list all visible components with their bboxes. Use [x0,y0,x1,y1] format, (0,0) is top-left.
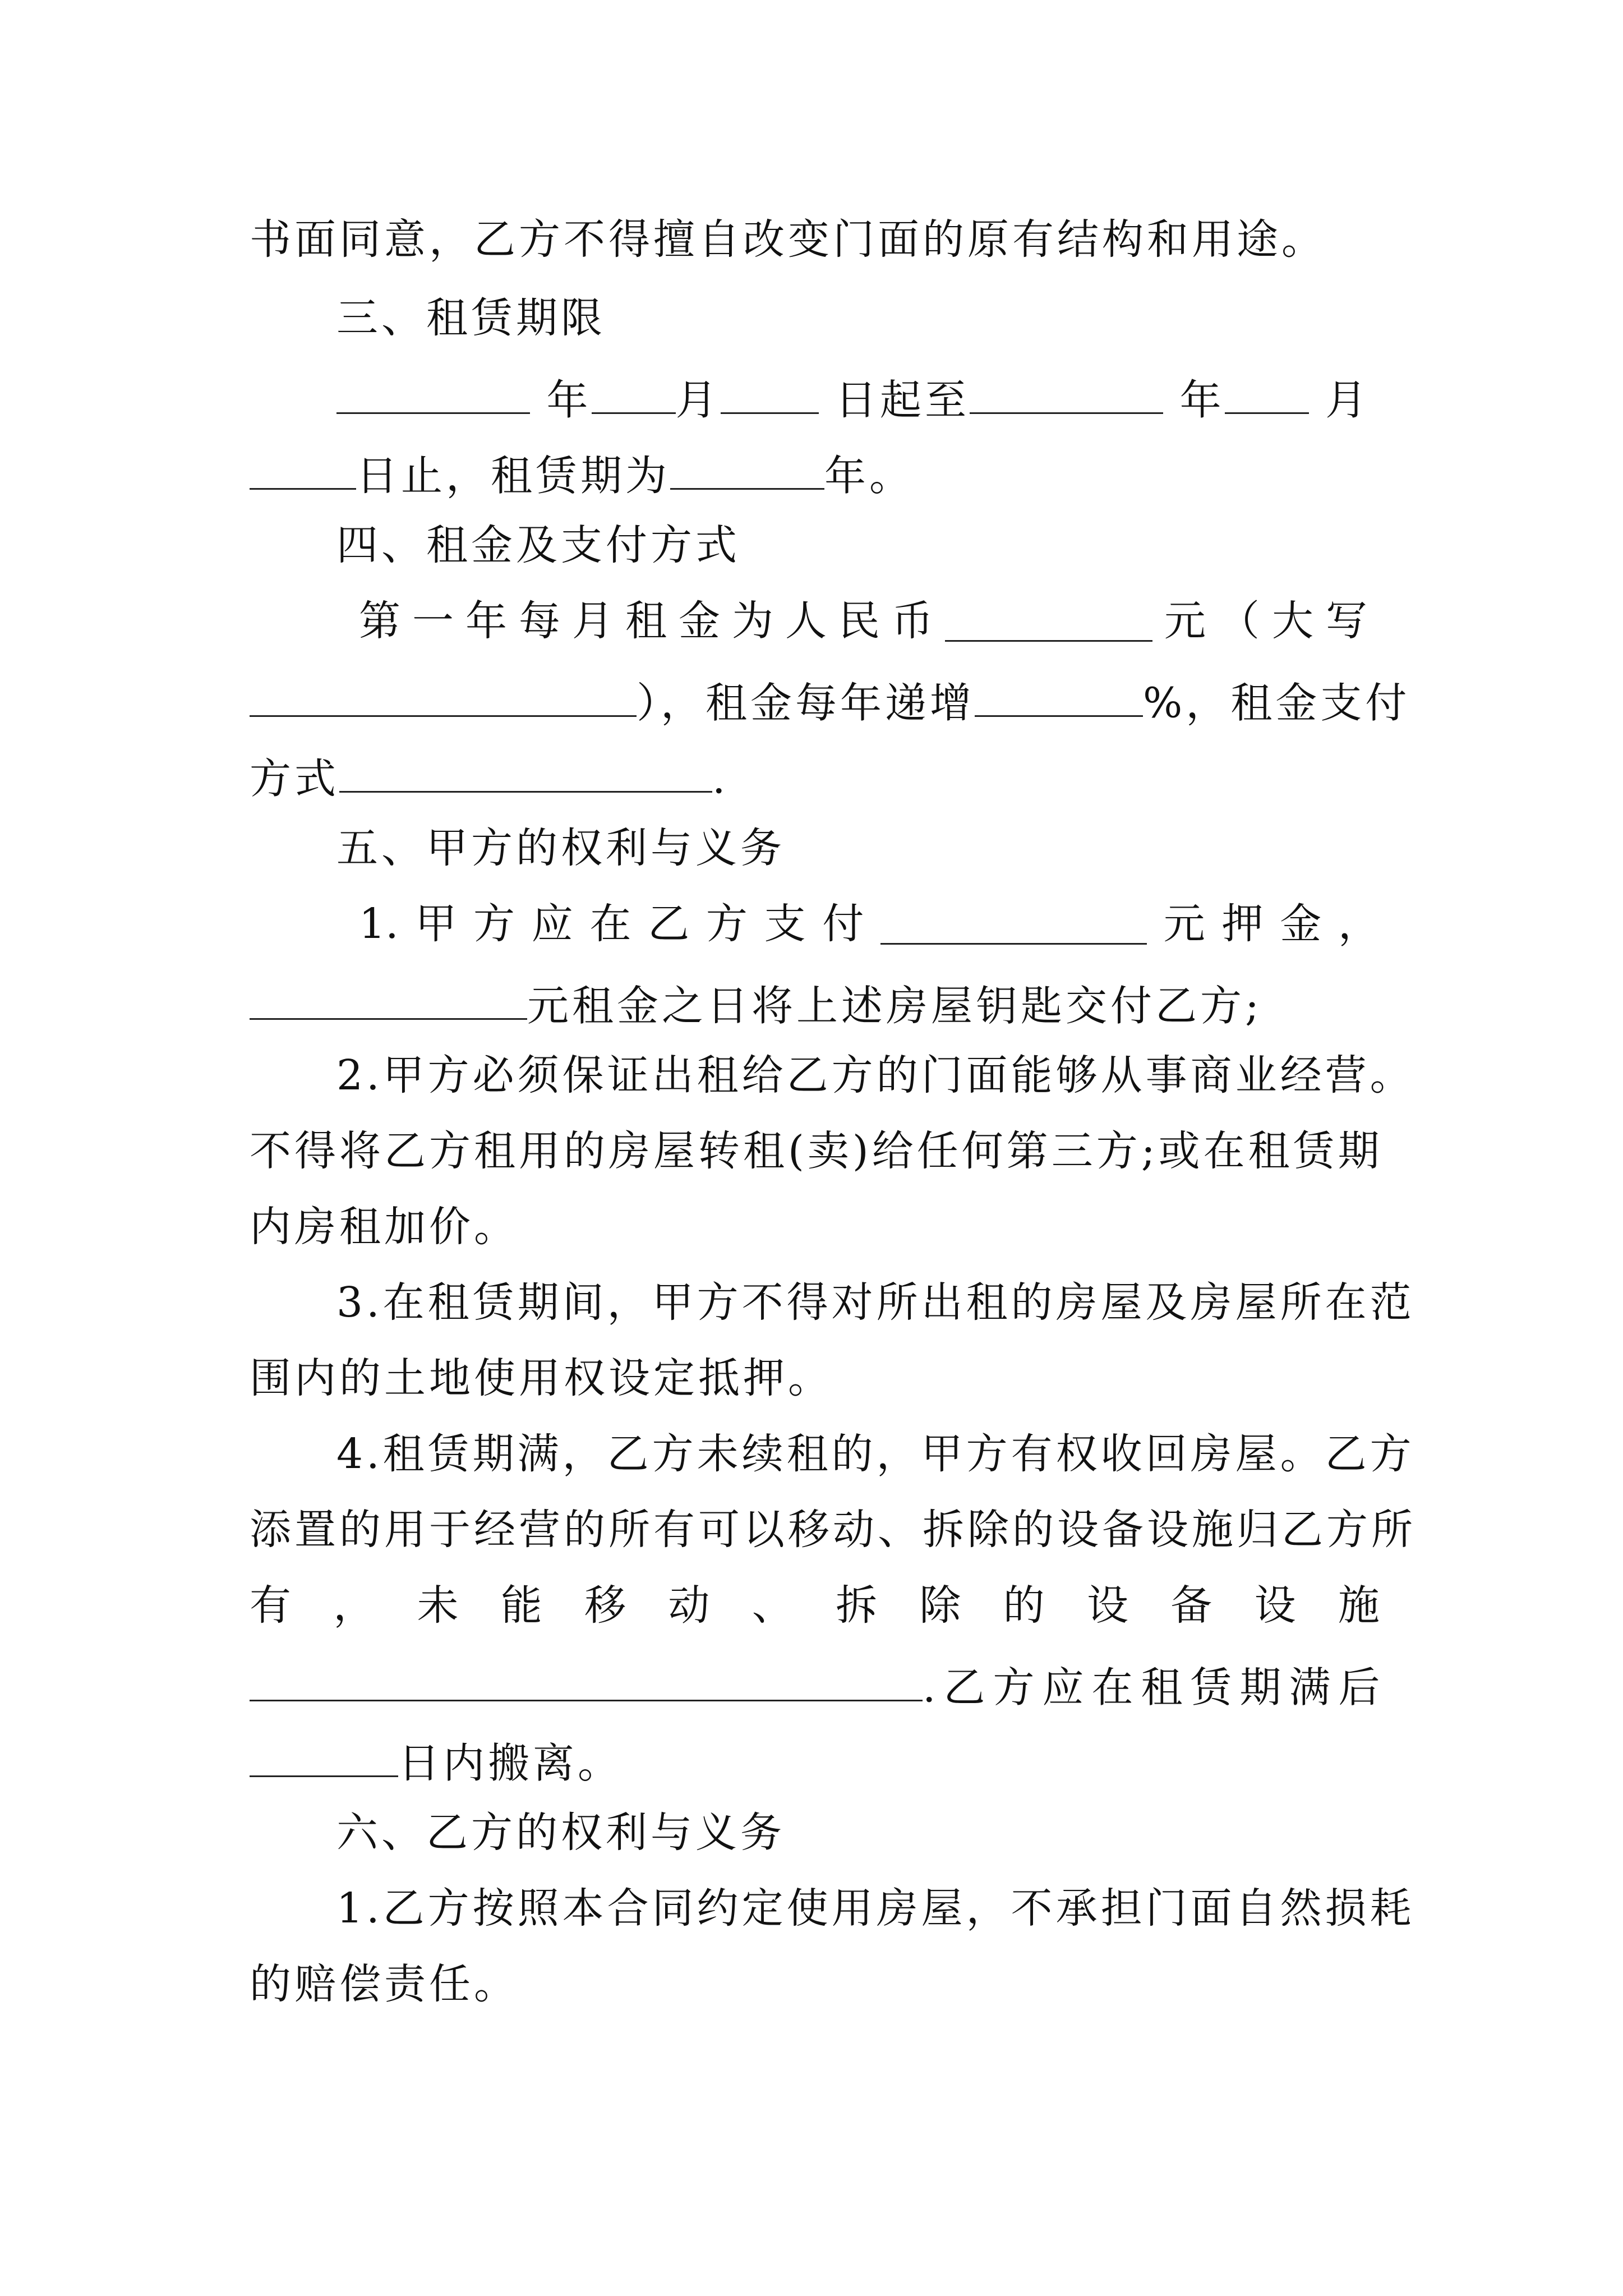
rent-line-2: ），租金每年递增 %，租金支付 [250,676,1410,724]
clause-6-1-line-2: 的赔偿责任。 [250,1960,519,2008]
clause-5-2-line-3: 内房租加价。 [250,1203,519,1251]
blank-end-month [1225,373,1309,414]
clause-5-4-line-5: 日内搬离。 [250,1736,623,1784]
blank-end-day [250,449,356,490]
rent-line-1: 第 一 年 每 月 租 金 为 人 民 币 元（大写 [359,597,1380,645]
blank-start-day [721,373,819,414]
clause-5-3-line-1: 3.在租赁期间，甲方不得对所出租的房屋及房屋所在范 [336,1278,1415,1327]
clause-5-4-line-1: 4.租赁期满，乙方未续租的，甲方有权收回房屋。乙方 [336,1430,1415,1478]
clause-5-1-line-2: 元租金之日将上述房屋钥匙交付乙方; [250,979,1262,1027]
rent-line-3: 方式 . [250,752,729,799]
clause-5-2-line-1: 2.甲方必须保证出租给乙方的门面能够从事商业经营。 [336,1051,1415,1099]
lease-term-line-2: 日止，租赁期为 年。 [250,449,914,496]
blank-start-month [592,373,676,414]
section-heading-5: 五、甲方的权利与义务 [336,824,785,872]
blank-payment-method [339,752,712,793]
text-line: 书面同意，乙方不得擅自改变门面的原有结构和用途。 [250,215,1326,264]
section-heading-4: 四、租金及支付方式 [336,521,740,569]
clause-5-4-line-3: 有 ， 未 能 移 动 、 拆 除 的 设 备 设 施 [250,1581,1380,1630]
blank-start-year [336,373,530,414]
section-heading-6: 六、乙方的权利与义务 [336,1809,785,1857]
clause-5-1-line-1: 1. 甲 方 应 在 乙 方 支 付 元 押 金 ， [359,900,1380,948]
blank-monthly-rent [945,601,1152,642]
clause-5-4-line-2: 添置的用于经营的所有可以移动、拆除的设备设施归乙方所 [250,1506,1416,1554]
blank-end-year [970,373,1163,414]
lease-term-line-1: 年 月 日起至 年 月 [336,373,1370,421]
blank-move-out-days [250,1736,398,1777]
blank-rent-increase [975,676,1143,717]
blank-lease-years [670,449,824,490]
section-heading-3: 三、租赁期限 [336,294,606,342]
blank-fixed-equipment [250,1660,923,1701]
blank-rent-amount [250,979,527,1020]
clause-5-3-line-2: 围内的土地使用权设定抵押。 [250,1354,833,1402]
clause-5-4-line-4: .乙方应在租赁期满后 [250,1660,1388,1708]
blank-rent-uppercase [250,676,637,717]
clause-5-2-line-2: 不得将乙方租用的房屋转租(卖)给任何第三方;或在租赁期 [250,1127,1383,1175]
blank-deposit [880,904,1147,945]
clause-6-1-line-1: 1.乙方按照本合同约定使用房屋，不承担门面自然损耗 [336,1884,1415,1932]
